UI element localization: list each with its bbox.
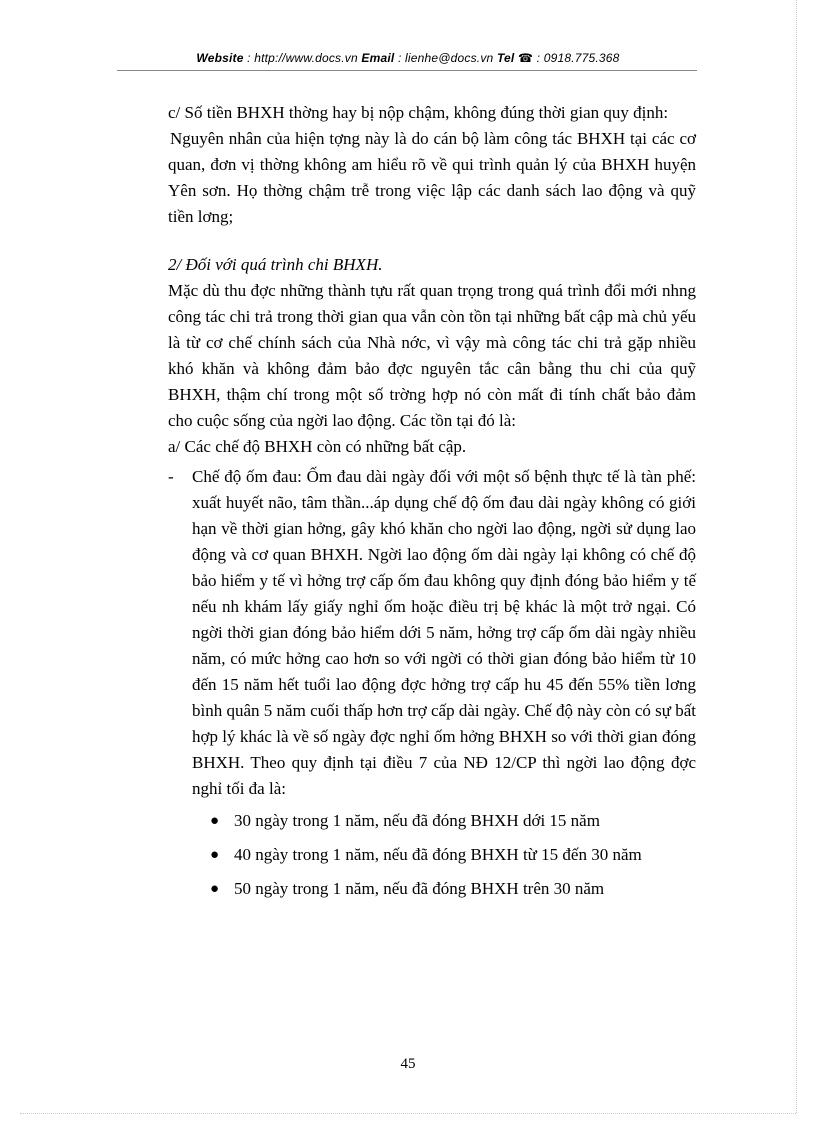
website-value: : http://www.docs.vn bbox=[243, 51, 362, 65]
bullet-item bbox=[208, 842, 696, 868]
page-right-border bbox=[796, 0, 797, 1113]
bullet-item bbox=[208, 876, 696, 902]
bullet-text: 40 ngày trong 1 năm, nếu đã đóng BHXH từ 15 đến 30 năm bbox=[234, 845, 642, 864]
email-value: : lienhe@docs.vn bbox=[394, 51, 497, 65]
paragraph-section-2-body: Mặc dù thu đợc những thành tựu rất quan trọng trong quá trình đổi mới nhng công tác chi trả trong thời gian qua vẫn còn tồn tại những bất cập mà chủ yếu là từ cơ chế chính sách của Nhà nớc, vì vậy mà công tác chi trả gặp nhiều khó khăn và không đảm bảo đợc nguyên tắc cân bằng thu chi của quỹ BHXH, thậm chí trong một số trờng hợp nó còn mất đi tính chất bảo đảm cho cuộc sống của ngời lao động. Các tồn tại đó là: bbox=[168, 281, 696, 430]
page-number: 45 bbox=[400, 1056, 416, 1072]
paragraph-c-heading: c/ Số tiền BHXH thờng hay bị nộp chậm, không đúng thời gian quy định: bbox=[168, 103, 669, 122]
dash-item-text: Chế độ ốm đau: Ốm đau dài ngày đối với một số bệnh thực tế là tàn phế: xuất huyết não, tâm thần...áp dụng chế độ ốm đau dài ngày không có giới hạn về thời gian hởng, gây khó khăn cho ngời lao động, ngời sử dụng lao động và cơ quan BHXH. Ngời lao động ốm dài ngày lại không có chế độ bảo hiểm y tế vì hởng trợ cấp ốm đau không quy định đóng bảo hiểm y tế nếu nh khám lấy giấy nghỉ ốm hoặc điều trị bệ khác là một trở ngại. Có ngời thời gian đóng bảo hiểm dới 5 năm, hởng trợ cấp ốm dài ngày nhiều năm, có mức hởng cao hơn so với ngời có thời gian đóng bảo hiểm từ 10 đến 15 năm hết tuổi lao động đợc hởng trợ cấp hu 45 đến 55% tiền lơng bình quân 5 năm cuối thấp hơn trợ cấp dài ngày. Chế độ này còn có sự bất hợp lý khác là về số ngày đợc nghỉ ốm hởng BHXH so với thời gian đóng BHXH. Theo quy định tại điều 7 của NĐ 12/CP thì ngời lao động đợc nghỉ tối đa là: bbox=[192, 467, 696, 798]
paragraph-c-body: Nguyên nhân của hiện tợng này là do cán bộ làm công tác BHXH tại các cơ quan, đơn vị thờng không am hiểu rõ về qui trình quản lý của BHXH huyện Yên sơn. Họ thờng chậm trễ trong việc lập các danh sách lao động và quỹ tiền lơng; bbox=[168, 129, 696, 226]
phone-icon: ☎ bbox=[517, 51, 534, 65]
tel-label: Tel bbox=[496, 51, 515, 65]
bullet-icon: ● bbox=[210, 813, 220, 829]
bullet-icon: ● bbox=[210, 847, 220, 863]
bullet-icon: ● bbox=[210, 881, 220, 897]
tel-value: : 0918.775.368 bbox=[533, 51, 620, 65]
bullet-text: 50 ngày trong 1 năm, nếu đã đóng BHXH trên 30 năm bbox=[234, 879, 605, 898]
website-label: Website bbox=[196, 51, 244, 65]
bullet-text: 30 ngày trong 1 năm, nếu đã đóng BHXH dới 15 năm bbox=[234, 811, 600, 830]
bullet-item bbox=[208, 808, 696, 834]
section-2-title: 2/ Đối với quá trình chi BHXH. bbox=[168, 255, 383, 274]
paragraph-a-heading: a/ Các chế độ BHXH còn có những bất cập. bbox=[168, 437, 467, 456]
page-bottom-border bbox=[20, 1113, 796, 1114]
dash-list-item bbox=[168, 464, 696, 802]
page-header bbox=[0, 51, 816, 65]
document-body bbox=[168, 100, 696, 910]
header-divider bbox=[117, 70, 697, 71]
email-label: Email bbox=[361, 51, 395, 65]
bullet-list bbox=[168, 808, 696, 902]
dash-marker: - bbox=[168, 467, 174, 486]
